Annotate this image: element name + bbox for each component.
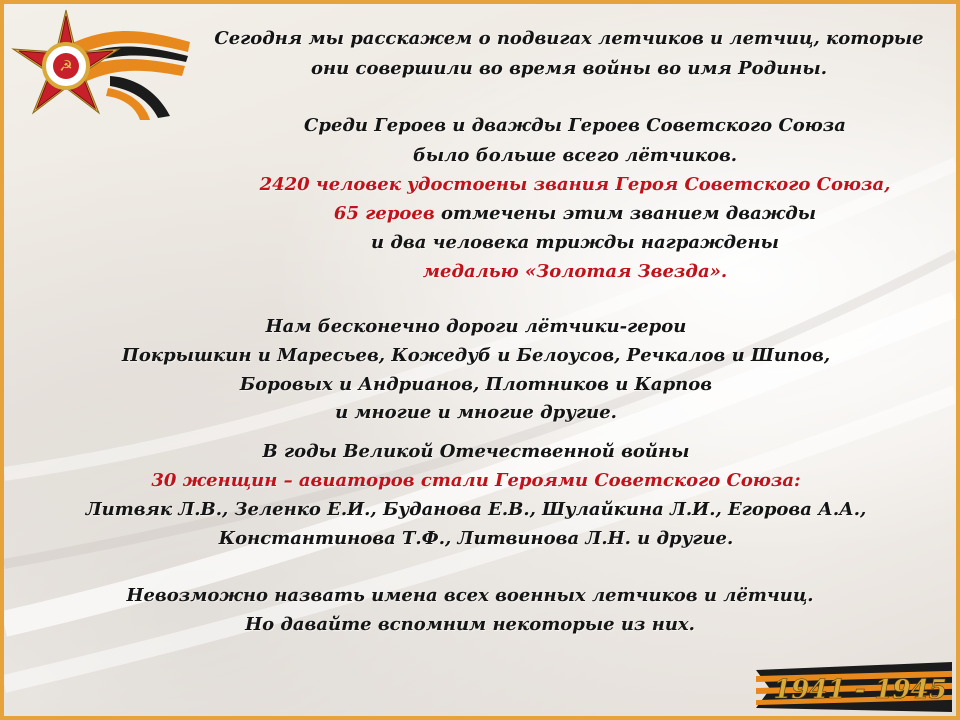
pilots-line-4: и многие и многие другие. <box>335 402 617 423</box>
closing-line-1: Невозможно назвать имена всех военных летчиков и лётчиц. <box>126 585 814 606</box>
intro-line-1: Сегодня мы расскажем о подвигах летчиков и летчиц, которые <box>214 28 924 49</box>
heroes-line-2: было больше всего лётчиков. <box>412 145 738 166</box>
heroes-line-1: Среди Героев и дважды Героев Советского Союза <box>304 115 846 136</box>
slide-text <box>4 4 956 716</box>
pilots-line-2: Покрышкин и Маресьев, Кожедуб и Белоусов, Речкалов и Шипов, <box>121 345 831 366</box>
women-line-3: Литвяк Л.В., Зеленко Е.И., Буданова Е.В., Шулайкина Л.И., Егорова А.А., <box>85 499 867 520</box>
heroes-twice-count: 65 героев <box>333 203 435 224</box>
intro-line-2: они совершили во время войны во имя Родины. <box>311 58 827 79</box>
heroes-line-4-rest: отмечены этим званием дважды <box>434 203 817 224</box>
women-line-2: 30 женщин – авиаторов стали Героями Советского Союза: <box>151 470 801 491</box>
pilots-line-1: Нам бесконечно дороги лётчики-герои <box>265 316 687 337</box>
heroes-line-5: и два человека трижды награждены <box>371 232 779 253</box>
ribbon-years-label: 1941 - 1945 <box>773 675 947 705</box>
women-line-4: Константинова Т.Ф., Литвинова Л.Н. и другие. <box>218 528 734 549</box>
svg-text:☭: ☭ <box>59 57 73 75</box>
heroes-line-3: 2420 человек удостоены звания Героя Советского Союза, <box>259 174 891 195</box>
pilots-line-3: Боровых и Андрианов, Плотников и Карпов <box>239 374 713 395</box>
heroes-line-4 <box>334 205 816 223</box>
women-line-1: В годы Великой Отечественной войны <box>262 441 690 462</box>
closing-line-2: Но давайте вспомним некоторые из них. <box>245 614 695 635</box>
heroes-line-6: медалью «Золотая Звезда». <box>422 261 728 282</box>
